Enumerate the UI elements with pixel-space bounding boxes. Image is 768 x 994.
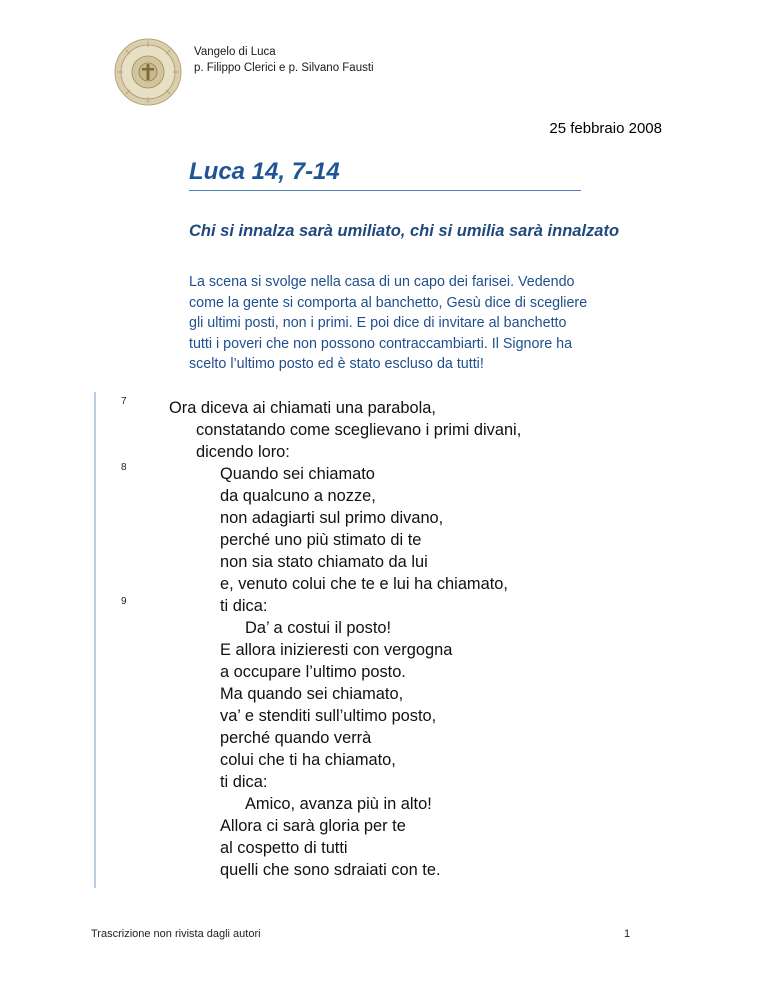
verse-line: non sia stato chiamato da lui [220,553,428,571]
intro-line: gli ultimi posti, non i primi. E poi dice di invitare al banchetto [189,315,567,331]
verse-line: e, venuto colui che te e lui ha chiamato, [220,575,508,593]
verse-line: va’ e stenditi sull’ultimo posto, [220,707,437,725]
page-number: 1 [624,928,631,940]
intro-line: come la gente si comporta al banchetto, Gesù dice di scegliere [189,294,588,311]
verse-line: colui che ti ha chiamato, [220,751,396,769]
section-subtitle: Chi si innalza sarà umiliato, chi si umilia sarà innalzato [189,222,620,240]
page-title: Luca 14, 7-14 [189,158,340,185]
verse-line: al cospetto di tutti [220,839,348,857]
footer-note: Trascrizione non rivista dagli autori [91,928,261,940]
verse-line: dicendo loro: [196,443,290,461]
verse-number-8: 8 [121,462,127,473]
verse-margin-rule [94,392,96,888]
header-authors: p. Filippo Clerici e p. Silvano Fausti [194,62,374,74]
intro-line: scelto l’ultimo posto ed è stato escluso da tutti! [189,356,484,372]
verse-line: perché uno più stimato di te [220,531,422,549]
verse-line: constatando come sceglievano i primi divani, [196,421,522,439]
verse-line: da qualcuno a nozze, [220,487,376,505]
document-header [194,44,374,76]
intro-line: tutti i poveri che non possono contraccambiarti. Il Signore ha [189,335,573,352]
verse-line: ti dica: [220,597,268,615]
verse-line: Quando sei chiamato [220,465,375,483]
header-series-title: Vangelo di Luca [194,46,276,58]
intro-paragraph [189,272,669,375]
title-divider [189,190,581,191]
ihs-seal-icon [114,38,182,106]
verse-line: Ma quando sei chiamato, [220,685,404,703]
verse-number-9: 9 [121,596,127,607]
document-date: 25 febbraio 2008 [549,120,662,137]
verse-number-7: 7 [121,396,127,407]
verse-line: non adagiarti sul primo divano, [220,509,444,527]
verse-line: ti dica: [220,773,268,791]
verse-line: Da’ a costui il posto! [245,619,392,637]
verse-line: Amico, avanza più in alto! [245,795,432,813]
verse-line: a occupare l’ultimo posto. [220,663,406,681]
verse-line: E allora inizieresti con vergogna [220,641,453,659]
verse-line: quelli che sono sdraiati con te. [220,861,441,879]
verse-line: Allora ci sarà gloria per te [220,817,406,835]
verse-line: perché quando verrà [220,729,372,747]
intro-line: La scena si svolge nella casa di un capo dei farisei. Vedendo [189,274,575,290]
verse-line: Ora diceva ai chiamati una parabola, [169,399,436,417]
